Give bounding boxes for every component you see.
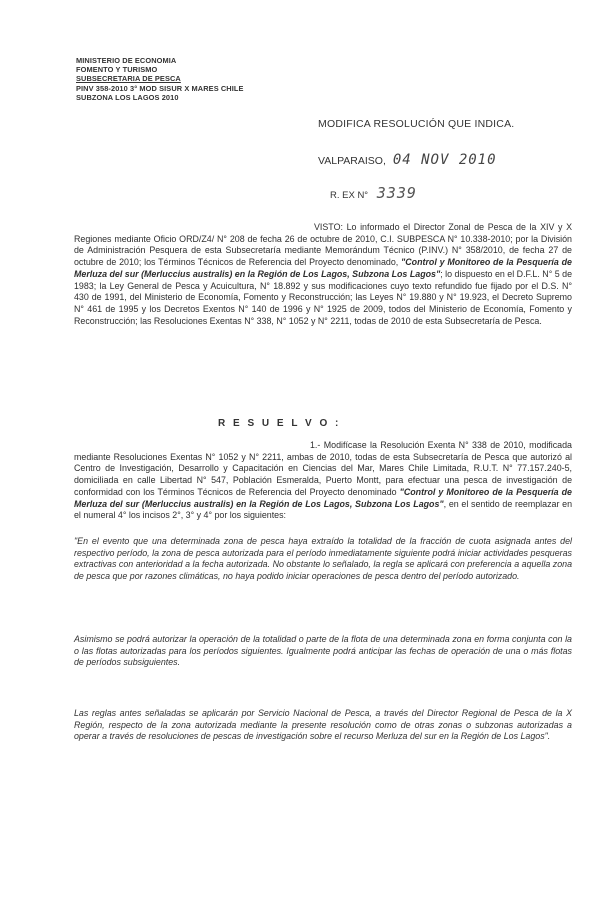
stamp-line-subzona: SUBZONA LOS LAGOS 2010 (76, 92, 179, 102)
visto-project-name: "Control y Monitoreo de la Pesquería de Merluza del sur (Merluccius australis) en la Región de Los Lagos, Subzona Los Lagos" (74, 257, 572, 279)
visto-paragraph (74, 222, 572, 327)
document-subject: MODIFICA RESOLUCIÓN QUE INDICA. (318, 118, 515, 130)
visto-text-b: ; lo dispuesto en el D.F.L. N° 5 de 1983; la Ley General de Pesca y Acuicultura, N° 18.892 y sus modificaciones cuyo texto refundido fue fijado por el D.S. N° 430 de 1991, del Ministerio de Economía, Fomento y Reconstrucción; las Leyes N° 19.880 y N° 19.923, el Decreto Supremo N° 461 de 1995 y los Decretos Exentos N° 140 de 1996 y N° 1925 de 2009, todos del Ministerio de Economía, Fomento y Reconstrucción; las Resoluciones Exentas N° 338, N° 1052 y N° 2211, todas de 2010 de esta Subsecretaría de Pesca. (74, 268, 573, 326)
rex-label: R. EX N° (330, 190, 369, 201)
stamp-line-ministry: MINISTERIO DE ECONOMIA (76, 56, 177, 65)
resuelvo-heading: R E S U E L V O : (218, 418, 341, 429)
resolution-number (330, 184, 417, 202)
stamp-line-subsecretaria: SUBSECRETARIA DE PESCA (76, 74, 181, 84)
quoted-paragraph-3: Las reglas antes señaladas se aplicarán por Servicio Nacional de Pesca, a través del Director Regional de Pesca de la X Región, respecto de la zona autorizada mediante la presente resolución como de otras zonas o subzonas autorizadas a operar a través de resoluciones de pescas de investigación sobre el recurso Merluza del sur en la Región de Los Lagos". (74, 708, 572, 742)
quoted-paragraph-2: Asimismo se podrá autorizar la operación de la totalidad o parte de la flota de una determinada zona en forma conjunta con la o las flotas autorizadas para los períodos siguientes. Igualmente podrá anticipar las fechas de operación de una o más flotas de períodos subsiguientes. (74, 634, 572, 668)
resuelvo-project-name: "Control y Monitoreo de la Pesquería de Merluza del sur (Merluccius australis) en la Región de Los Lagos, Subzona Los Lagos" (74, 486, 572, 509)
resuelvo-paragraph-1 (74, 440, 572, 522)
stamp-line-fomento: FOMENTO Y TURISMO (76, 65, 158, 75)
rex-number-handwritten: 3339 (376, 184, 417, 202)
visto-text-a: VISTO: Lo informado el Director Zonal de Pesca de la XIV y X Regiones mediante Oficio ORD/Z4/ N° 208 de fecha 26 de octubre de 2010, C.I. SUBPESCA N° 10.338-2010; por la División de Administración Pesquera de esta Subsecretaría mediante Memorándum Técnico (P.INV.) N° 358/2010, de fecha 27 de octubre de 2010; los Términos Técnicos de Referencia del Proyecto denominado, (74, 222, 572, 268)
stamp-line-pinv: PINV 358-2010 3° MOD SISUR X MARES CHILE (76, 83, 244, 93)
resuelvo-text-b: , en el sentido de reemplazar en el numeral 4° los incisos 2°, 3° y 4° por los siguientes: (74, 498, 573, 521)
handwritten-date: 04 NOV 2010 (392, 152, 497, 168)
ministry-stamp (76, 56, 244, 102)
place-label: VALPARAISO, (318, 155, 386, 167)
resuelvo-text-a: 1.- Modifícase la Resolución Exenta N° 338 de 2010, modificada mediante Resoluciones Exentas N° 1052 y N° 2211, ambas de 2010, todas de esta Subsecretaría de Pesca que autorizó al Centro de Investigación, Desarrollo y Capacitación en Ciencias del Mar, Mares Chile Limitada, R.U.T. N° 77.157.240-5, domiciliada en calle Libertad N° 547, Población Esmeralda, Puerto Montt, para efectuar una pesca de investigación de conformidad con los Términos Técnicos de Referencia del Proyecto denominado (74, 440, 572, 497)
quoted-paragraph-1: "En el evento que una determinada zona de pesca haya extraído la totalidad de la fracción de cuota asignada antes del respectivo período, la zona de pesca autorizada para el período inmediatamente siguiente podrá iniciar actividades pesqueras extractivas con anterioridad a la fecha autorizada. No obstante lo señalado, la regla se aplicará con preferencia a aquella zona de pesca que por razones climáticas, no haya podido iniciar operaciones de pesca dentro del período autorizado. (74, 536, 572, 582)
place-date (318, 152, 497, 168)
